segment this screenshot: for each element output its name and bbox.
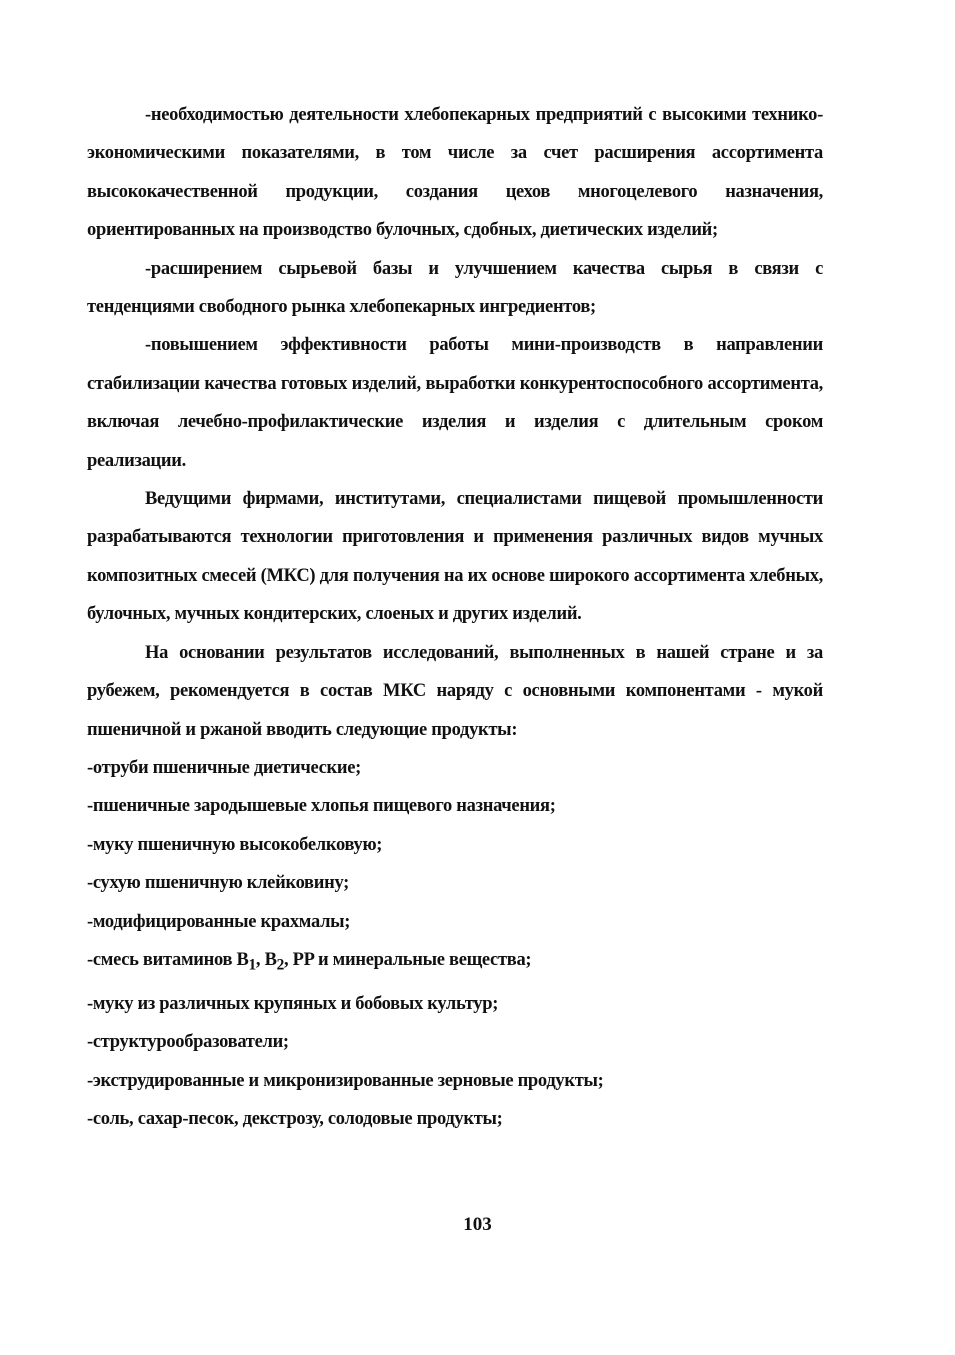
vitamins-text-start: -смесь витаминов B	[87, 949, 249, 970]
ingredients-list	[87, 749, 823, 1139]
page-number: 103	[463, 1214, 492, 1235]
vitamin-b2-subscript: 2	[276, 956, 285, 974]
list-item: -отруби пшеничные диетические;	[87, 757, 361, 778]
list-item: -экструдированные и микронизированные зерновые продукты;	[87, 1070, 604, 1091]
list-item: -структурообразователи;	[87, 1032, 289, 1053]
list-item: -пшеничные зародышевые хлопья пищевого назначения;	[87, 796, 556, 817]
list-item: -сухую пшеничную клейковину;	[87, 873, 350, 894]
list-item: -муку из различных крупяных и бобовых культур;	[87, 994, 499, 1015]
paragraph-composite-mixtures: Ведущими фирмами, институтами, специалистами пищевой промышленности разрабатываются технологии приготовления и применения различных видов мучных композитных смесей (МКС) для получения на их основе широкого ассортимента хлебных, булочных, мучных кондитерских, слоеных и других изделий.	[87, 489, 823, 625]
vitamins-text-mid: , B	[255, 949, 277, 970]
list-item: -модифицированные крахмалы;	[87, 911, 351, 932]
document-page	[87, 96, 823, 1139]
paragraph-enterprises: -необходимостью деятельности хлебопекарных предприятий с высокими технико-экономическими показателями, в том числе за счет расширения ассортимента высококачественной продукции, создания цехов многоцелевого назначения, ориентированных на производство булочных, сдобных, диетических изделий;	[87, 105, 823, 241]
paragraph-mini-production: -повышением эффективности работы мини-производств в направлении стабилизации качества готовых изделий, выработки конкурентоспособного ассортимента, включая лечебно-профилактические изделия и изделия с длительным сроком реализации.	[87, 335, 823, 471]
paragraph-raw-materials: -расширением сырьевой базы и улучшением качества сырья в связи с тенденциями свободного рынка хлебопекарных ингредиентов;	[87, 258, 823, 318]
paragraph-research-results: На основании результатов исследований, выполненных в нашей стране и за рубежем, рекомендуется в состав МКС наряду с основными компонентами - мукой пшеничной и ржаной вводить следующие продукты:	[87, 642, 823, 740]
list-item: -муку пшеничную высокобелковую;	[87, 834, 383, 855]
list-item-vitamins	[87, 941, 823, 985]
vitamins-text-end: , PP и минеральные вещества;	[284, 949, 532, 970]
vitamin-b1-subscript: 1	[248, 956, 256, 974]
list-item: -соль, сахар-песок, декстрозу, солодовые продукты;	[87, 1109, 503, 1130]
